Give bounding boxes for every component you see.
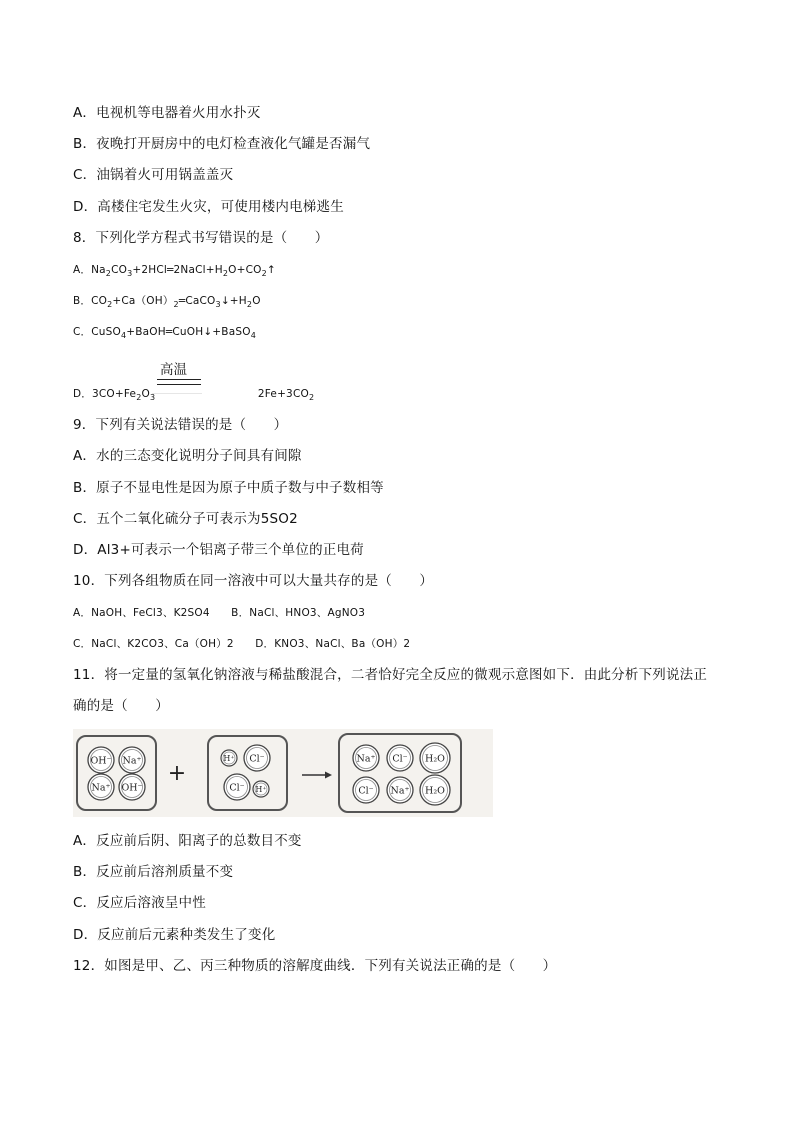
q7-option-d: D．高楼住宅发生火灾，可使用楼内电梯逃生 <box>73 199 344 215</box>
q11-option-b: B．反应前后溶剂质量不变 <box>73 864 234 880</box>
ion-label: Na⁺ <box>91 782 111 794</box>
q8-option-b <box>73 291 261 311</box>
q9-option-c: C．五个二氧化硫分子可表示为5SO2 <box>73 511 298 527</box>
q8-option-d <box>73 384 314 404</box>
q8-reaction-condition: 高温 <box>160 362 187 378</box>
ion-label: H⁺ <box>255 785 267 794</box>
q7-option-b: B．夜晚打开厨房中的电灯检查液化气罐是否漏气 <box>73 136 371 152</box>
q8-option-c-formula: CuSO$_4$+BaOH═CuOH↓+BaSO$_4$ <box>91 326 256 341</box>
molecule-label: H₂O <box>425 785 445 797</box>
q7-option-c: C．油锅着火可用锅盖盖灭 <box>73 167 234 183</box>
q8-stem: 8．下列化学方程式书写错误的是（ ） <box>73 230 329 246</box>
ion-circle <box>387 777 413 803</box>
ion-label: Cl⁻ <box>392 753 408 765</box>
q11-option-a: A．反应前后阴、阳离子的总数目不变 <box>73 833 302 849</box>
q8-option-b-formula: $CO_2+Ca(OH)_2═CaCO_3↓+H_2O$ <box>91 295 261 310</box>
reactant-box-hcl <box>208 736 287 810</box>
arrow-right-icon <box>302 772 332 779</box>
q8-option-a-label: A． <box>73 264 92 276</box>
q8-option-a-formula: $Na_2CO_3+2HCl═2NaCl+H_2O+CO_2↑$ <box>91 264 276 279</box>
q12-stem: 12．如图是甲、乙、丙三种物质的溶解度曲线．下列有关说法正确的是（ ） <box>73 958 557 974</box>
q8-option-d-formula: $3CO+Fe_2O_3$ $2Fe+3CO_2$ <box>92 388 315 403</box>
molecule-circle <box>420 775 450 805</box>
q8-option-c <box>73 322 256 342</box>
ion-circle <box>353 777 379 803</box>
ion-circle <box>119 774 145 800</box>
ion-label: Na⁺ <box>356 753 376 765</box>
ion-label: Cl⁻ <box>229 782 245 794</box>
ion-circle <box>253 781 269 797</box>
ion-circle <box>387 745 413 771</box>
ion-circle <box>353 745 379 771</box>
q9-option-b: B．原子不显电性是因为原子中质子数与中子数相等 <box>73 480 384 496</box>
ion-circle <box>244 745 270 771</box>
q11-stem-line1: 11．将一定量的氢氧化钠溶液与稀盐酸混合，二者恰好完全反应的微观示意图如下．由此分析下列说法正 <box>73 667 708 683</box>
molecule-label: H₂O <box>425 753 445 765</box>
q11-stem-line2: 确的是（ ） <box>73 698 169 714</box>
q10-options-row2: C．NaCl、K2CO3、Ca（OH）2 D．KNO3、NaCl、Ba（OH）2 <box>73 638 411 650</box>
ion-circle <box>88 774 114 800</box>
ion-label: OH⁻ <box>90 755 112 767</box>
ion-circle <box>88 747 114 773</box>
q11-micro-diagram <box>73 729 493 817</box>
plus-sign: + <box>167 761 187 786</box>
molecule-circle <box>420 743 450 773</box>
ion-label: Cl⁻ <box>358 785 374 797</box>
q11-option-d: D．反应前后元素种类发生了变化 <box>73 927 276 943</box>
q8-option-c-label: C． <box>73 326 92 338</box>
ion-label: Cl⁻ <box>249 753 265 765</box>
ion-label: Na⁺ <box>122 755 142 767</box>
ion-circle <box>221 750 237 766</box>
q10-options-row1: A．NaOH、FeCl3、K2SO4 B．NaCl、HNO3、AgNO3 <box>73 607 366 619</box>
q8-option-a <box>73 260 276 280</box>
q11-option-c: C．反应后溶液呈中性 <box>73 895 206 911</box>
ion-label: OH⁻ <box>121 782 143 794</box>
q9-stem: 9．下列有关说法错误的是（ ） <box>73 417 288 433</box>
q9-option-d: D．Al3+可表示一个铝离子带三个单位的正电荷 <box>73 542 364 558</box>
ion-label: Na⁺ <box>390 785 410 797</box>
q8-option-d-label: D． <box>73 388 92 400</box>
q9-option-a: A．水的三态变化说明分子间具有间隙 <box>73 448 302 464</box>
reactant-box-naoh <box>77 736 156 810</box>
q8-option-b-label: B． <box>73 295 92 307</box>
ion-label: H⁺ <box>223 754 235 763</box>
ion-circle <box>224 774 250 800</box>
q10-stem: 10．下列各组物质在同一溶液中可以大量共存的是（ ） <box>73 573 434 589</box>
q7-option-a: A．电视机等电器着火用水扑灭 <box>73 105 261 121</box>
ion-circle <box>119 747 145 773</box>
